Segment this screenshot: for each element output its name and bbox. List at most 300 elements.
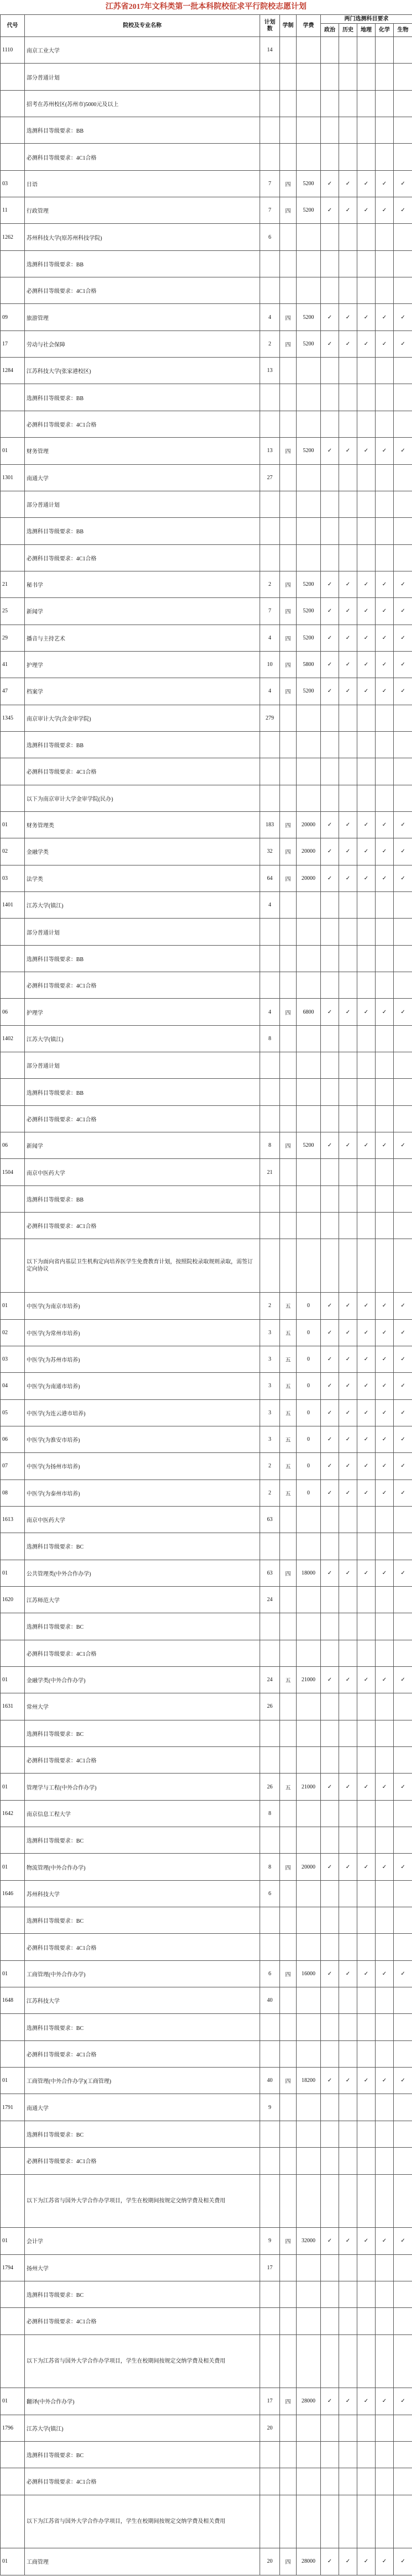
cell-subject-check xyxy=(339,1720,357,1746)
table-row xyxy=(1,438,412,464)
subj-politics-header: 政治 xyxy=(321,24,339,37)
cell-years: 四 xyxy=(280,2548,297,2575)
cell-years: 五 xyxy=(280,1480,297,1506)
cell-subject-check xyxy=(357,2495,376,2548)
cell-fee xyxy=(297,1105,321,1132)
cell-name: 常州大学 xyxy=(25,1693,260,1720)
cell-subject-check xyxy=(394,2040,412,2067)
cell-fee xyxy=(297,1025,321,1052)
cell-subject-check xyxy=(357,1239,376,1293)
cell-subject-check xyxy=(357,37,376,64)
cell-name: 江苏大学(镇江) xyxy=(25,1025,260,1052)
cell-name: 新闻学 xyxy=(25,1132,260,1159)
cell-code xyxy=(1,1105,25,1132)
cell-years: 四 xyxy=(280,304,297,330)
cell-subject-check: ✓ xyxy=(376,651,394,678)
cell-fee xyxy=(297,411,321,437)
cell-years: 五 xyxy=(280,1453,297,1480)
cell-name: 选测科目等级要求：BB xyxy=(25,518,260,544)
cell-plan: 63 xyxy=(260,1560,280,1586)
cell-years xyxy=(280,117,297,144)
cell-subject-check: ✓ xyxy=(339,625,357,651)
cell-fee xyxy=(297,1827,321,1854)
cell-subject-check xyxy=(339,731,357,758)
cell-plan: 40 xyxy=(260,2068,280,2094)
cell-code xyxy=(1,1907,25,1934)
cell-fee: 18200 xyxy=(297,2068,321,2094)
cell-subject-check: ✓ xyxy=(376,330,394,357)
cell-subject-check: ✓ xyxy=(357,2228,376,2254)
cell-subject-check xyxy=(321,1159,339,1185)
cell-plan: 40 xyxy=(260,1987,280,2014)
cell-years xyxy=(280,491,297,517)
cell-subject-check: ✓ xyxy=(394,2388,412,2415)
col-name-header: 院校及专业名称 xyxy=(25,15,260,37)
cell-subject-check xyxy=(394,919,412,945)
cell-subject-check: ✓ xyxy=(357,2068,376,2094)
cell-subject-check: ✓ xyxy=(394,625,412,651)
cell-subject-check xyxy=(394,1880,412,1907)
table-row xyxy=(1,678,412,705)
cell-subject-check xyxy=(339,1693,357,1720)
cell-name: 选测科目等级要求：BC xyxy=(25,2441,260,2468)
cell-plan: 2 xyxy=(260,571,280,597)
cell-years xyxy=(280,1827,297,1854)
cell-fee xyxy=(297,37,321,64)
cell-plan: 7 xyxy=(260,598,280,625)
cell-subject-check xyxy=(357,117,376,144)
cell-subject-check xyxy=(339,64,357,90)
table-row xyxy=(1,1960,412,1987)
cell-fee xyxy=(297,945,321,972)
cell-subject-check: ✓ xyxy=(394,1426,412,1452)
cell-subject-check xyxy=(339,1613,357,1640)
table-row xyxy=(1,811,412,838)
col-subjects-header: 两门选测科目要求 xyxy=(321,15,412,24)
cell-subject-check xyxy=(357,972,376,999)
cell-name: 选测科目等级要求：BC xyxy=(25,1533,260,1560)
cell-subject-check xyxy=(394,1747,412,1774)
cell-years xyxy=(280,1880,297,1907)
cell-subject-check xyxy=(321,1693,339,1720)
cell-subject-check xyxy=(321,411,339,437)
cell-subject-check: ✓ xyxy=(357,1293,376,1319)
cell-fee: 18000 xyxy=(297,1560,321,1586)
cell-subject-check xyxy=(321,464,339,491)
cell-plan: 8 xyxy=(260,1800,280,1827)
cell-subject-check xyxy=(376,2040,394,2067)
cell-name: 选测科目等级要求：BB xyxy=(25,117,260,144)
cell-subject-check: ✓ xyxy=(376,1132,394,1159)
cell-name: 必测科目等级要求：4C1合格 xyxy=(25,972,260,999)
cell-name: 日语 xyxy=(25,170,260,197)
cell-subject-check xyxy=(339,758,357,785)
cell-name: 选测科目等级要求：BC xyxy=(25,1827,260,1854)
cell-subject-check: ✓ xyxy=(321,838,339,865)
table-row xyxy=(1,1640,412,1666)
cell-subject-check xyxy=(394,731,412,758)
cell-years: 四 xyxy=(280,838,297,865)
table-row xyxy=(1,37,412,64)
cell-fee xyxy=(297,2334,321,2388)
cell-subject-check: ✓ xyxy=(321,1480,339,1506)
cell-subject-check xyxy=(357,2174,376,2228)
cell-fee xyxy=(297,1239,321,1293)
cell-subject-check xyxy=(357,464,376,491)
cell-name: 以下为江苏省与国外大学合作办学项目，学生在校期间按规定交纳学费及相关费用 xyxy=(25,2495,260,2548)
cell-subject-check xyxy=(394,1934,412,1960)
cell-fee: 0 xyxy=(297,1399,321,1426)
col-code-header: 代号 xyxy=(1,15,25,37)
cell-name: 必测科目等级要求：4C1合格 xyxy=(25,1747,260,1774)
cell-subject-check: ✓ xyxy=(376,1373,394,1399)
table-row xyxy=(1,1747,412,1774)
cell-subject-check: ✓ xyxy=(357,1346,376,1372)
cell-subject-check xyxy=(376,64,394,90)
cell-subject-check xyxy=(339,1907,357,1934)
cell-name: 南京中医药大学 xyxy=(25,1506,260,1533)
cell-name: 中医学(为南京市培养) xyxy=(25,1293,260,1319)
cell-plan: 26 xyxy=(260,1774,280,1800)
cell-subject-check xyxy=(357,2254,376,2281)
cell-subject-check xyxy=(357,758,376,785)
cell-subject-check: ✓ xyxy=(357,1132,376,1159)
cell-code: 21 xyxy=(1,571,25,597)
cell-subject-check xyxy=(357,1880,376,1907)
cell-subject-check xyxy=(357,2281,376,2307)
cell-name: 部分普通计划 xyxy=(25,491,260,517)
cell-subject-check: ✓ xyxy=(394,1666,412,1693)
cell-subject-check: ✓ xyxy=(394,1346,412,1372)
cell-name: 中医学(为常州市培养) xyxy=(25,1319,260,1346)
cell-subject-check: ✓ xyxy=(321,999,339,1025)
cell-subject-check xyxy=(394,1533,412,1560)
cell-code xyxy=(1,2468,25,2495)
cell-subject-check: ✓ xyxy=(321,2228,339,2254)
cell-subject-check xyxy=(376,1613,394,1640)
table-row xyxy=(1,2334,412,2388)
table-row xyxy=(1,1453,412,1480)
cell-years xyxy=(280,1800,297,1827)
cell-years: 四 xyxy=(280,2068,297,2094)
cell-code: 11 xyxy=(1,197,25,224)
cell-subject-check xyxy=(339,1934,357,1960)
cell-plan xyxy=(260,117,280,144)
cell-subject-check: ✓ xyxy=(376,304,394,330)
cell-years xyxy=(280,1079,297,1105)
cell-plan: 24 xyxy=(260,1586,280,1613)
table-row xyxy=(1,731,412,758)
table-row xyxy=(1,2148,412,2174)
cell-subject-check xyxy=(357,2121,376,2147)
cell-code xyxy=(1,1185,25,1212)
cell-subject-check xyxy=(376,1586,394,1613)
cell-name: 南京中医药大学 xyxy=(25,1159,260,1185)
cell-subject-check xyxy=(339,1800,357,1827)
cell-subject-check: ✓ xyxy=(357,571,376,597)
cell-fee: 20000 xyxy=(297,865,321,891)
cell-subject-check xyxy=(339,358,357,384)
cell-subject-check xyxy=(321,731,339,758)
table-row xyxy=(1,224,412,250)
cell-subject-check xyxy=(376,1934,394,1960)
cell-subject-check: ✓ xyxy=(339,811,357,838)
cell-subject-check xyxy=(321,1079,339,1105)
cell-subject-check xyxy=(339,2334,357,2388)
cell-subject-check xyxy=(376,1506,394,1533)
cell-code xyxy=(1,2281,25,2307)
cell-subject-check: ✓ xyxy=(376,438,394,464)
table-row xyxy=(1,1480,412,1506)
cell-code xyxy=(1,2174,25,2228)
cell-code xyxy=(1,411,25,437)
cell-years: 四 xyxy=(280,197,297,224)
cell-fee xyxy=(297,1613,321,1640)
cell-name: 南京信息工程大学 xyxy=(25,1800,260,1827)
cell-name: 选测科目等级要求：BC xyxy=(25,1720,260,1746)
cell-subject-check: ✓ xyxy=(376,197,394,224)
cell-plan xyxy=(260,1213,280,1239)
cell-plan xyxy=(260,972,280,999)
cell-fee xyxy=(297,1213,321,1239)
cell-subject-check: ✓ xyxy=(394,1453,412,1480)
cell-name: 新闻学 xyxy=(25,598,260,625)
cell-subject-check xyxy=(357,250,376,277)
cell-code: 01 xyxy=(1,2388,25,2415)
cell-plan: 7 xyxy=(260,197,280,224)
cell-subject-check xyxy=(376,919,394,945)
cell-subject-check xyxy=(394,2415,412,2441)
cell-years: 四 xyxy=(280,2228,297,2254)
cell-subject-check: ✓ xyxy=(339,1774,357,1800)
cell-subject-check xyxy=(376,2308,394,2334)
cell-subject-check xyxy=(376,37,394,64)
cell-subject-check xyxy=(321,1052,339,1079)
cell-years xyxy=(280,1987,297,2014)
table-row xyxy=(1,1159,412,1185)
cell-fee: 5200 xyxy=(297,197,321,224)
cell-subject-check xyxy=(376,384,394,411)
cell-subject-check: ✓ xyxy=(321,1373,339,1399)
cell-subject-check xyxy=(321,1185,339,1212)
cell-code xyxy=(1,1827,25,1854)
cell-subject-check: ✓ xyxy=(339,304,357,330)
cell-fee xyxy=(297,1880,321,1907)
cell-fee: 5200 xyxy=(297,304,321,330)
cell-subject-check: ✓ xyxy=(321,1346,339,1372)
cell-subject-check: ✓ xyxy=(394,170,412,197)
table-row xyxy=(1,598,412,625)
cell-years: 五 xyxy=(280,1293,297,1319)
cell-subject-check xyxy=(339,1239,357,1293)
cell-subject-check: ✓ xyxy=(376,170,394,197)
cell-subject-check xyxy=(321,1720,339,1746)
cell-name: 必测科目等级要求：4C1合格 xyxy=(25,2308,260,2334)
cell-name: 苏州科技大学(原苏州科技学院) xyxy=(25,224,260,250)
cell-subject-check xyxy=(376,705,394,731)
cell-fee xyxy=(297,972,321,999)
cell-subject-check xyxy=(376,1105,394,1132)
cell-subject-check xyxy=(321,90,339,117)
cell-fee xyxy=(297,224,321,250)
cell-fee: 5200 xyxy=(297,170,321,197)
cell-subject-check xyxy=(376,892,394,919)
table-row xyxy=(1,2441,412,2468)
cell-subject-check: ✓ xyxy=(321,1453,339,1480)
cell-subject-check: ✓ xyxy=(357,651,376,678)
cell-years: 四 xyxy=(280,1560,297,1586)
cell-subject-check xyxy=(321,2040,339,2067)
cell-subject-check: ✓ xyxy=(321,1293,339,1319)
cell-plan: 24 xyxy=(260,1666,280,1693)
cell-code: 06 xyxy=(1,999,25,1025)
cell-subject-check xyxy=(376,2441,394,2468)
cell-subject-check xyxy=(339,144,357,170)
cell-years: 五 xyxy=(280,1373,297,1399)
cell-subject-check xyxy=(321,892,339,919)
cell-subject-check xyxy=(376,1185,394,1212)
cell-years xyxy=(280,518,297,544)
cell-subject-check: ✓ xyxy=(339,1132,357,1159)
cell-subject-check: ✓ xyxy=(321,1854,339,1880)
subj-history-header: 历史 xyxy=(339,24,357,37)
cell-subject-check xyxy=(339,1079,357,1105)
cell-subject-check xyxy=(321,2014,339,2040)
cell-code: 1401 xyxy=(1,892,25,919)
cell-subject-check xyxy=(394,117,412,144)
cell-name: 必测科目等级要求：4C1合格 xyxy=(25,1105,260,1132)
cell-subject-check xyxy=(394,64,412,90)
cell-subject-check xyxy=(394,785,412,811)
cell-code: 01 xyxy=(1,1854,25,1880)
cell-subject-check xyxy=(394,277,412,304)
cell-subject-check: ✓ xyxy=(357,304,376,330)
cell-subject-check xyxy=(321,277,339,304)
cell-subject-check: ✓ xyxy=(321,170,339,197)
cell-plan: 2 xyxy=(260,1480,280,1506)
cell-years xyxy=(280,2468,297,2495)
cell-subject-check: ✓ xyxy=(339,1453,357,1480)
cell-code: 03 xyxy=(1,1346,25,1372)
cell-subject-check: ✓ xyxy=(394,1854,412,1880)
cell-plan xyxy=(260,2495,280,2548)
cell-subject-check xyxy=(321,2281,339,2307)
table-row xyxy=(1,2308,412,2334)
cell-subject-check: ✓ xyxy=(376,625,394,651)
cell-code: 08 xyxy=(1,1480,25,1506)
cell-subject-check: ✓ xyxy=(321,1399,339,1426)
cell-subject-check xyxy=(376,464,394,491)
cell-subject-check: ✓ xyxy=(376,1399,394,1426)
cell-plan: 8 xyxy=(260,1025,280,1052)
cell-code xyxy=(1,1720,25,1746)
cell-plan xyxy=(260,1934,280,1960)
cell-plan: 6 xyxy=(260,224,280,250)
cell-code xyxy=(1,1613,25,1640)
cell-fee xyxy=(297,1907,321,1934)
cell-plan xyxy=(260,1613,280,1640)
cell-subject-check xyxy=(339,2254,357,2281)
cell-subject-check: ✓ xyxy=(339,651,357,678)
cell-fee xyxy=(297,384,321,411)
cell-plan: 21 xyxy=(260,1159,280,1185)
cell-fee xyxy=(297,491,321,517)
cell-subject-check: ✓ xyxy=(321,304,339,330)
cell-name: 必测科目等级要求：4C1合格 xyxy=(25,144,260,170)
cell-subject-check: ✓ xyxy=(357,438,376,464)
table-row xyxy=(1,358,412,384)
cell-fee xyxy=(297,2094,321,2121)
cell-subject-check xyxy=(339,972,357,999)
cell-name: 中医学(为苏州市培养) xyxy=(25,1346,260,1372)
cell-subject-check xyxy=(339,785,357,811)
cell-subject-check: ✓ xyxy=(339,2548,357,2575)
cell-fee: 28000 xyxy=(297,2388,321,2415)
cell-name: 选测科目等级要求：BB xyxy=(25,250,260,277)
cell-name: 以下为南京审计大学金审学院(民办) xyxy=(25,785,260,811)
cell-years: 四 xyxy=(280,1854,297,1880)
cell-years xyxy=(280,2441,297,2468)
cell-subject-check xyxy=(339,2094,357,2121)
cell-subject-check xyxy=(376,2495,394,2548)
cell-plan: 8 xyxy=(260,1132,280,1159)
cell-name: 江苏科技大学(张家港校区) xyxy=(25,358,260,384)
cell-subject-check xyxy=(376,1693,394,1720)
cell-plan xyxy=(260,1640,280,1666)
cell-subject-check: ✓ xyxy=(321,865,339,891)
cell-fee xyxy=(297,2148,321,2174)
cell-code xyxy=(1,518,25,544)
cell-years: 四 xyxy=(280,811,297,838)
cell-subject-check xyxy=(394,1159,412,1185)
cell-name: 必测科目等级要求：4C1合格 xyxy=(25,2468,260,2495)
cell-fee xyxy=(297,1720,321,1746)
cell-subject-check xyxy=(321,919,339,945)
cell-fee xyxy=(297,919,321,945)
cell-code: 29 xyxy=(1,625,25,651)
cell-subject-check xyxy=(321,117,339,144)
cell-code: 1794 xyxy=(1,2254,25,2281)
cell-subject-check xyxy=(321,2254,339,2281)
table-row xyxy=(1,2415,412,2441)
cell-subject-check xyxy=(339,2441,357,2468)
table-row xyxy=(1,1293,412,1319)
cell-subject-check: ✓ xyxy=(394,1319,412,1346)
table-row xyxy=(1,197,412,224)
cell-name: 部分普通计划 xyxy=(25,1052,260,1079)
table-row xyxy=(1,705,412,731)
cell-fee: 0 xyxy=(297,1293,321,1319)
cell-subject-check xyxy=(321,491,339,517)
cell-subject-check xyxy=(339,1105,357,1132)
table-row xyxy=(1,785,412,811)
cell-plan: 14 xyxy=(260,37,280,64)
cell-code: 1284 xyxy=(1,358,25,384)
cell-subject-check xyxy=(321,2468,339,2495)
cell-subject-check xyxy=(357,1827,376,1854)
cell-subject-check: ✓ xyxy=(321,1132,339,1159)
cell-subject-check xyxy=(357,1052,376,1079)
cell-fee xyxy=(297,2495,321,2548)
cell-subject-check xyxy=(357,384,376,411)
cell-fee xyxy=(297,731,321,758)
cell-name: 选测科目等级要求：BC xyxy=(25,2121,260,2147)
cell-code: 03 xyxy=(1,865,25,891)
cell-subject-check xyxy=(321,1640,339,1666)
table-row xyxy=(1,491,412,517)
cell-subject-check xyxy=(321,518,339,544)
table-row xyxy=(1,1800,412,1827)
